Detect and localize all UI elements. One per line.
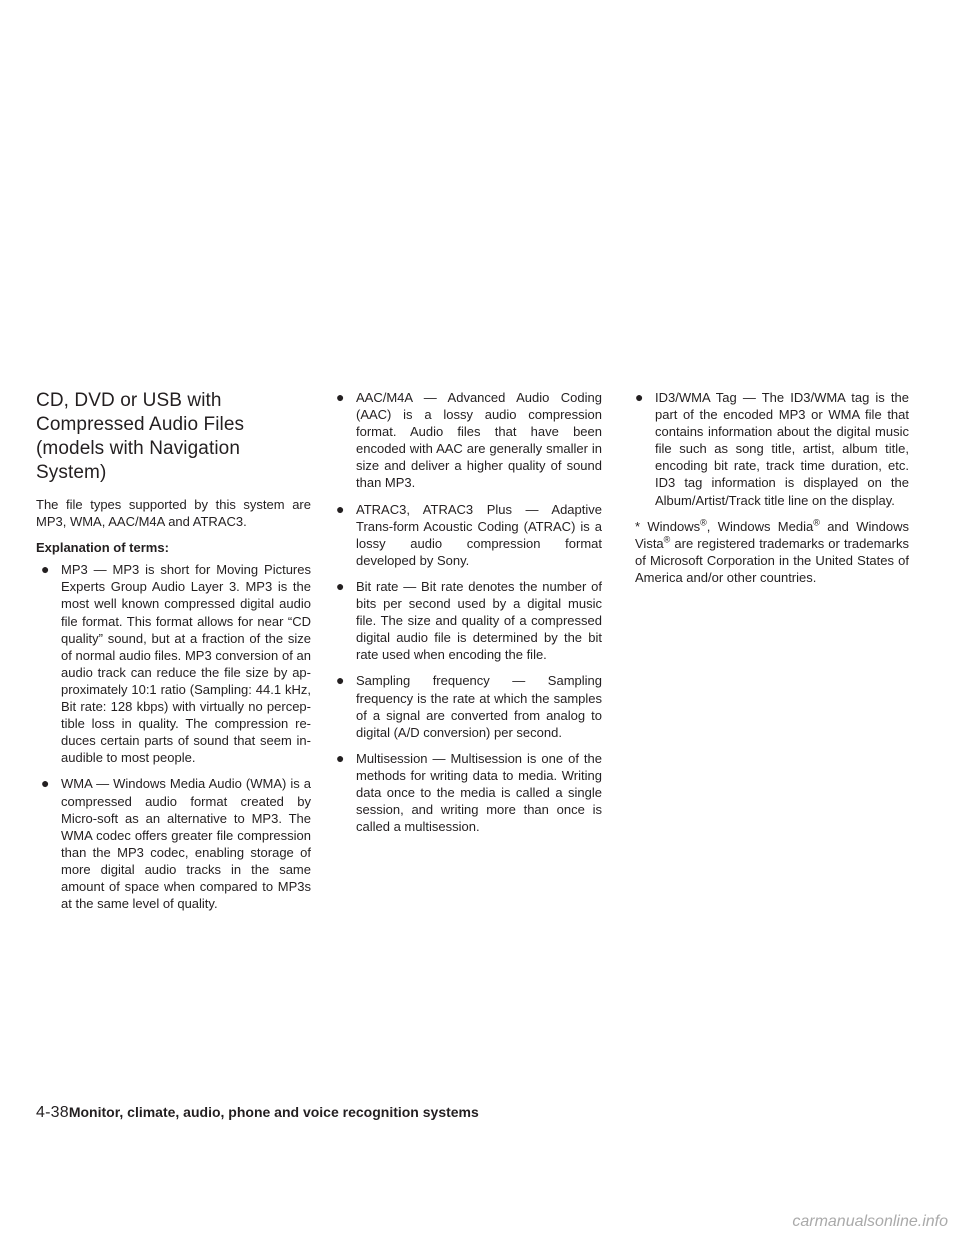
term-wma xyxy=(36,775,311,912)
term-sampling-frequency xyxy=(336,672,602,740)
watermark: carmanualsonline.info xyxy=(792,1213,948,1230)
bullet-icon: ● xyxy=(41,561,50,578)
term-atrac xyxy=(336,501,602,569)
term-multisession xyxy=(336,750,602,835)
section-title: CD, DVD or USB with Compressed Audio Files (models with Navigation System) xyxy=(36,390,245,483)
bullet-icon: ● xyxy=(336,500,345,517)
term-aac xyxy=(336,389,602,492)
page-footer xyxy=(36,1102,479,1122)
column-1 xyxy=(36,389,311,921)
bullet-icon: ● xyxy=(336,749,345,766)
bullet-icon: ● xyxy=(41,775,50,792)
trademark-notice: * Windows®, Windows Media® and Windows Vista® are registered trademarks or trademarks of Microsoft Corporation in the United States of America and/or other countries. xyxy=(635,517,909,585)
page-number: 4-38 xyxy=(36,1104,69,1121)
terms-heading: Explanation of terms: xyxy=(36,540,169,556)
term-text: MP3 — MP3 is short for Moving Pictures Experts Group Audio Layer 3. MP3 is the most well known compressed digital audio file format. This format allows for near “CD quality” sound, but at a fraction of the size of normal audio files. MP3 conversion of an audio track can reduce the file size by ap-proximately 10:1 ratio (Sampling: 44.1 kHz, Bit rate: 128 kbps) with virtually no percep-tible loss in quality. The compression re-duces certain parts of sound that seem in-audible to most people. xyxy=(61,562,311,766)
term-text: ATRAC3, ATRAC3 Plus — Adaptive Trans-form Acoustic Coding (ATRAC) is a lossy audio compression format developed by Sony. xyxy=(356,501,602,568)
bullet-icon: ● xyxy=(336,672,345,689)
term-text: WMA — Windows Media Audio (WMA) is a compressed audio format created by Micro-soft as an alternative to MP3. The WMA codec offers greater file compression than the MP3 codec, enabling storage of more digital audio tracks in the same amount of space when compared to MP3s at the same level of quality. xyxy=(61,776,311,912)
term-text: Multisession — Multisession is one of the methods for writing data to media. Writing data once to the media is called a single session, and writing more than once is called a multisession. xyxy=(356,750,602,835)
term-text: AAC/M4A — Advanced Audio Coding (AAC) is a lossy audio compression format. Audio files that have been encoded with AAC are generally smaller in size and deliver a higher quality of sound than MP3. xyxy=(356,390,602,491)
bullet-icon: ● xyxy=(635,389,644,405)
column-2 xyxy=(336,389,602,844)
term-id3-tag xyxy=(635,389,909,509)
bullet-icon: ● xyxy=(336,577,345,594)
bullet-icon: ● xyxy=(336,389,345,405)
term-mp3 xyxy=(36,561,311,766)
registered-mark: ® xyxy=(700,517,707,528)
term-text: ID3/WMA Tag — The ID3/WMA tag is the part of the encoded MP3 or WMA file that contains information about the digital music file such as song title, artist, album title, encoding bit rate, track time duration, etc. ID3 tag information is displayed on the Album/Artist/Track title line on the display. xyxy=(655,390,909,508)
column-3 xyxy=(635,389,909,595)
registered-mark: ® xyxy=(813,517,820,528)
registered-mark: ® xyxy=(663,534,671,545)
term-text: Sampling frequency — Sampling frequency is the rate at which the samples of a signal are converted from analog to digital (A/D conversion) per second. xyxy=(356,673,602,740)
term-bit-rate xyxy=(336,578,602,663)
intro-paragraph: The file types supported by this system are MP3, WMA, AAC/M4A and ATRAC3. xyxy=(36,497,311,530)
term-text: Bit rate — Bit rate denotes the number of bits per second used by a digital music file. The size and quality of a compressed digital audio file is determined by the bit rate used when encoding the file. xyxy=(356,578,602,663)
chapter-title: Monitor, climate, audio, phone and voice recognition systems xyxy=(68,1104,479,1120)
